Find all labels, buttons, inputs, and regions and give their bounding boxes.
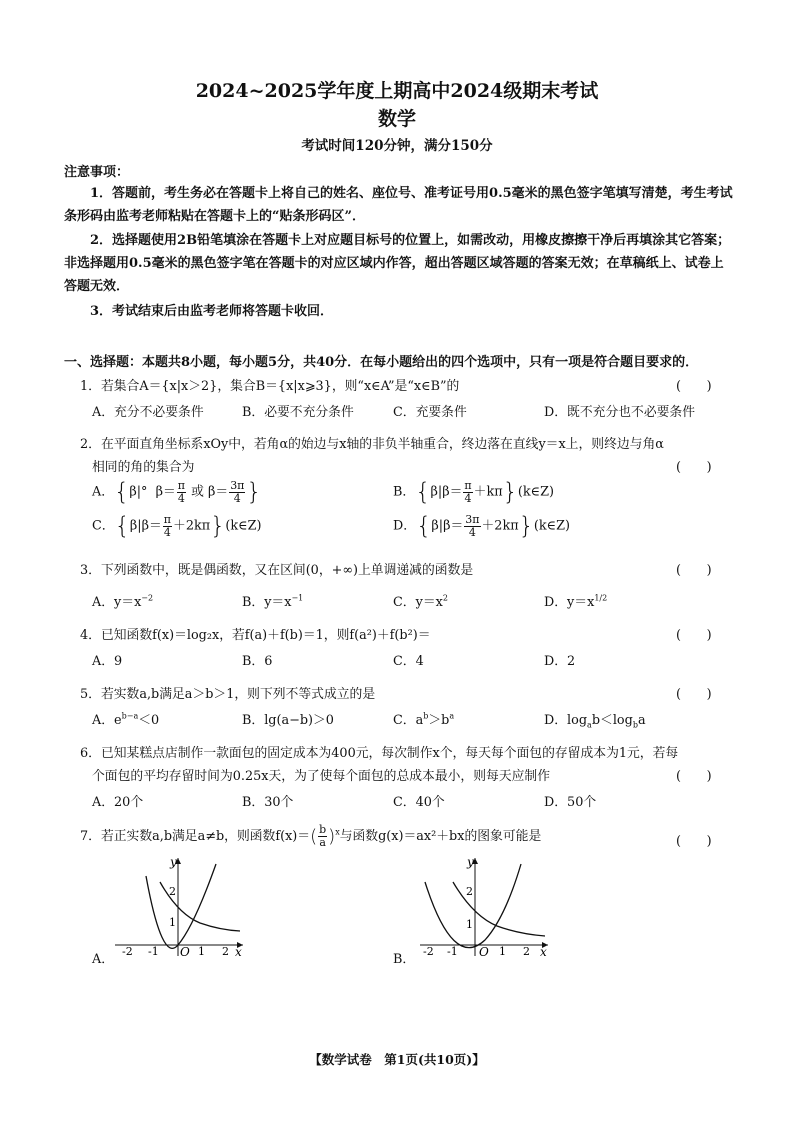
option-label: C． (92, 518, 115, 534)
fraction (177, 480, 186, 505)
q3-stem: 3．下列函数中，既是偶函数，又在区间(0，+∞)上单调递减的函数是 (80, 563, 474, 578)
right-brace: } (210, 512, 226, 540)
frac-num: b (319, 823, 327, 836)
option-text: ＜0 (138, 713, 160, 728)
set-builder-bar: β| (430, 484, 443, 500)
tick-x-neg1: -1 (447, 945, 458, 958)
tick-x-neg2: -2 (423, 945, 434, 958)
q2-option-d (393, 512, 570, 540)
fraction (229, 480, 245, 505)
q4-option-b: B．6 (242, 654, 273, 669)
frac-den: 4 (177, 491, 185, 505)
exam-title: 2024~2025学年度上期高中2024级期末考试 (195, 80, 599, 102)
beta-eq: β＝ (155, 484, 176, 500)
parabola-curve (425, 864, 521, 948)
q2-option-b (393, 478, 554, 506)
beta-eq: β＝ (207, 484, 229, 500)
notice-item-3: 3．考试结束后由监考老师将答题卡收回． (90, 304, 334, 319)
notice-title: 注意事项： (64, 165, 130, 180)
tick-x-1: 1 (499, 945, 506, 958)
exponent: b−a (121, 711, 139, 721)
q2-stem-line2: 相同的角的集合为 (92, 460, 195, 475)
q2-stem-line1: 2．在平面直角坐标系xOy中，若角α的始边与x轴的非负半轴重合，终边落在直线y＝x上，则终边与角α (80, 437, 664, 452)
subscript: b (632, 720, 638, 730)
frac-num: 3π (465, 512, 480, 526)
tick-x-neg2: -2 (122, 945, 133, 958)
frac-den: 4 (163, 525, 171, 539)
tick-x-1: 1 (198, 945, 205, 958)
notice-item-1: 1．答题前，考生务必在答题卡上将自己的姓名、座位号、准考证号用0.5毫米的黑色签字笔填写清楚，考生考试条形码由监考老师粘贴在答题卡上的“贴条形码区”． (64, 186, 733, 224)
frac-den: a (319, 836, 326, 849)
fraction (463, 480, 472, 505)
frac-num: π (177, 478, 186, 492)
y-axis-label: y (467, 855, 474, 869)
q3-option-d (544, 591, 607, 610)
k-in-z: (k∈Z) (517, 484, 554, 500)
q6-answer-paren: ( ) (676, 769, 712, 784)
frac-den: 4 (233, 491, 241, 505)
q1-option-c: C．充要条件 (393, 405, 467, 420)
right-brace: } (518, 512, 534, 540)
exponent: b (423, 711, 429, 721)
x-axis-label: x (235, 945, 242, 959)
q5-stem: 5．若实数a,b满足a＞b＞1，则下列不等式成立的是 (80, 687, 376, 702)
frac-num: 3π (230, 478, 245, 492)
q6-option-c: C．40个 (393, 795, 445, 810)
q4-option-d: D．2 (544, 654, 576, 669)
q6-stem-line1: 6．已知某糕点店制作一款面包的固定成本为400元，每次制作x个，每天每个面包的存留成本为1元，若每 (80, 746, 679, 761)
option-text: C．a (393, 713, 424, 728)
notice-item-2: 2．选择题使用2B铅笔填涂在答题卡上对应题目标号的位置上，如需改动，用橡皮擦擦干净后再填涂其它答案；非选择题用0.5毫米的黑色签字笔在答题卡的对应区域内作答，超出答题区域答题的答案无效；在草稿纸上、试卷上答题无效． (64, 233, 731, 294)
exam-info: 考试时间120分钟，满分150分 (301, 138, 493, 154)
q1-option-a: A．充分不必要条件 (92, 405, 204, 420)
q1-answer-paren: ( ) (676, 379, 712, 394)
q7-graph-b (415, 852, 555, 962)
set-builder-bar: β| (431, 518, 444, 534)
right-paren: ) (328, 826, 336, 847)
q3-option-c (393, 591, 448, 610)
left-brace: { (114, 478, 130, 506)
frac-den: 4 (468, 525, 476, 539)
origin-label: O (479, 945, 489, 959)
plus-2k-pi: ＋2kπ (481, 518, 519, 534)
option-text: C．y＝x (393, 595, 443, 610)
subscript: a (587, 720, 592, 730)
q2-answer-paren: ( ) (676, 460, 712, 475)
exponent: −2 (141, 593, 154, 603)
q7-stem-text: 7．若正实数a,b满足a≠b，则函数f(x)＝ (80, 829, 311, 844)
right-brace: } (246, 478, 262, 506)
frac-num: π (464, 478, 472, 492)
beta-eq: β＝ (141, 518, 162, 534)
option-text: a (637, 713, 646, 728)
parabola-curve (146, 864, 216, 948)
q5-option-c (393, 709, 454, 728)
option-label: A． (92, 484, 115, 500)
fraction (464, 514, 480, 539)
tick-y-1: 1 (169, 916, 176, 929)
fraction (163, 514, 172, 539)
left-brace: { (416, 512, 432, 540)
k-in-z: (k∈Z) (225, 518, 262, 534)
fraction (318, 824, 327, 849)
q4-option-c: C．4 (393, 654, 424, 669)
plus-k-pi: ＋kπ (473, 484, 503, 500)
x-axis-label: x (540, 945, 547, 959)
set-builder-bar: β| (129, 484, 142, 500)
q3-option-a (92, 591, 153, 610)
left-paren: ( (310, 826, 318, 847)
plus-2k-pi: ＋2kπ (173, 518, 211, 534)
option-text: ＞b (428, 713, 450, 728)
q7-answer-paren: ( ) (676, 834, 712, 849)
option-text: D．y＝x (544, 595, 595, 610)
q5-answer-paren: ( ) (676, 687, 712, 702)
exponent: x (335, 827, 340, 837)
q6-option-d: D．50个 (544, 795, 597, 810)
option-label: B． (393, 484, 416, 500)
q2-option-a (92, 478, 262, 506)
page-footer: 【数学试卷 第1页(共10页)】 (309, 1052, 485, 1067)
q6-option-b: B．30个 (242, 795, 294, 810)
q4-stem: 4．已知函数f(x)＝log₂x，若f(a)＋f(b)＝1，则f(a²)＋f(b²)＝ (80, 628, 431, 643)
beta-eq: β＝ (442, 484, 463, 500)
tick-y-2: 2 (466, 885, 473, 898)
q7-stem (80, 824, 541, 849)
q1-option-b: B．必要不充分条件 (242, 405, 354, 420)
beta-eq: β＝ (443, 518, 464, 534)
q7-option-a: A． (92, 952, 115, 967)
or-word: 或 (191, 484, 204, 500)
q3-option-b (242, 591, 303, 610)
q4-option-a: A．9 (92, 654, 123, 669)
option-text: A．e (92, 713, 122, 728)
tick-x-2: 2 (222, 945, 229, 958)
q5-option-d (544, 709, 646, 730)
q6-option-a: A．20个 (92, 795, 144, 810)
tick-x-2: 2 (523, 945, 530, 958)
option-text: b＜log (591, 713, 633, 728)
tick-y-1: 1 (466, 918, 473, 931)
option-text: D．log (544, 713, 588, 728)
y-axis-label: y (170, 855, 177, 869)
section-heading: 一、选择题：本题共8小题，每小题5分，共40分．在每小题给出的四个选项中，只有一项是符合题目要求的． (64, 355, 699, 370)
k-in-z: (k∈Z) (533, 518, 570, 534)
origin-label: O (180, 945, 190, 959)
q7-option-b: B． (393, 952, 416, 967)
q5-option-a (92, 709, 159, 728)
left-brace: { (415, 478, 431, 506)
q7-stem-text: 与函数g(x)＝ax²＋bx的图象可能是 (339, 829, 542, 844)
q3-answer-paren: ( ) (676, 563, 712, 578)
circle-mark: ° (141, 484, 148, 500)
frac-den: 4 (464, 491, 472, 505)
exponent: 2 (442, 593, 448, 603)
set-builder-bar: β| (129, 518, 142, 534)
exponent: −1 (291, 593, 304, 603)
q1-option-d: D．既不充分也不必要条件 (544, 405, 696, 420)
option-text: A．y＝x (92, 595, 142, 610)
option-text: B．y＝x (242, 595, 292, 610)
left-brace: { (114, 512, 130, 540)
exam-subject: 数学 (377, 108, 416, 130)
q7-graph-a (110, 852, 250, 962)
right-brace: } (502, 478, 518, 506)
q5-option-b: B．lg(a−b)＞0 (242, 713, 334, 728)
exponent: a (449, 711, 455, 721)
frac-num: π (163, 512, 172, 526)
tick-x-neg1: -1 (148, 945, 159, 958)
q6-stem-line2: 个面包的平均存留时间为0.25x天，为了使每个面包的总成本最小，则每天应制作 (92, 769, 551, 784)
tick-y-2: 2 (169, 885, 176, 898)
exponent: 1/2 (594, 593, 608, 603)
q4-answer-paren: ( ) (676, 628, 712, 643)
q2-option-c (92, 512, 262, 540)
q1-stem: 1．若集合A＝{x|x＞2}，集合B＝{x|x⩾3}，则“x∈A”是“x∈B”的 (80, 379, 460, 394)
option-label: D． (393, 518, 417, 534)
